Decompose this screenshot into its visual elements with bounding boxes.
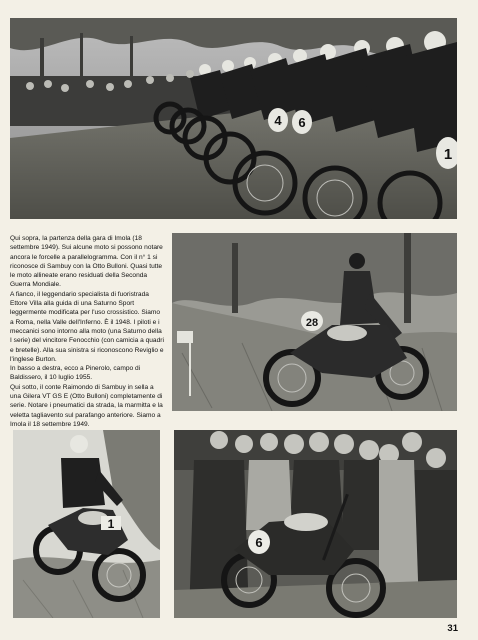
plate-number-6-pinerolo: 6 [255, 535, 263, 550]
plate-number-28: 28 [305, 317, 319, 329]
plate-number-6: 6 [298, 115, 306, 130]
caption-paragraph-4: Qui sotto, il conte Raimondo di Sambuy in sella a una Gilera VT GS E (Otto Bulloni) completamente di serie. Notare i pneumatici da strada, la marmitta e la veletta tagliavento sul parafango anteriore. Siamo a Imola il 18 settembre 1949. [10, 383, 163, 428]
photo-caption [10, 234, 165, 429]
plate-number-1: 1 [443, 146, 453, 163]
photo-ettore-villa [172, 233, 457, 411]
photo-raimondo-di-sambuy [13, 430, 160, 618]
photo-pinerolo-image [174, 430, 457, 618]
plate-number-1-sambuy: 1 [107, 517, 115, 531]
photo-imola-start-image [10, 18, 457, 219]
page-number: 31 [447, 623, 458, 634]
plate-number-4: 4 [274, 113, 282, 128]
photo-ettore-villa-image [172, 233, 457, 411]
photo-raimondo-di-sambuy-image [13, 430, 160, 618]
caption-paragraph-3: In basso a destra, ecco a Pinerolo, campo di Baldissero, il 10 luglio 1955. [10, 365, 141, 382]
photo-pinerolo [174, 430, 457, 618]
caption-paragraph-2: A fianco, il leggendario specialista di fuoristrada Ettore Villa alla guida di una Saturno Sport leggermente modificata per l'uso crossistico. Siamo a Roma, nella Valle dell'Inferno. È il 1948. I piloti e i meccanici sono intorno alla moto (una Saturno della I serie) del vincitore Fenocchio (con camicia a quadri e bretelle). Alla sua sinistra si riconoscono Reviglio e l'inglese Burton. [10, 290, 164, 363]
photo-imola-start [10, 18, 457, 219]
caption-paragraph-1: Qui sopra, la partenza della gara di Imola (18 settembre 1949). Sui alcune moto si possono notare ancora le forcelle a parallelogramma. Con il n° 1 si riconosce di Sambuy con la Otto Bulloni. Quasi tutte le moto allineate erano residuati della Seconda Guerra Mondiale. [10, 235, 163, 289]
